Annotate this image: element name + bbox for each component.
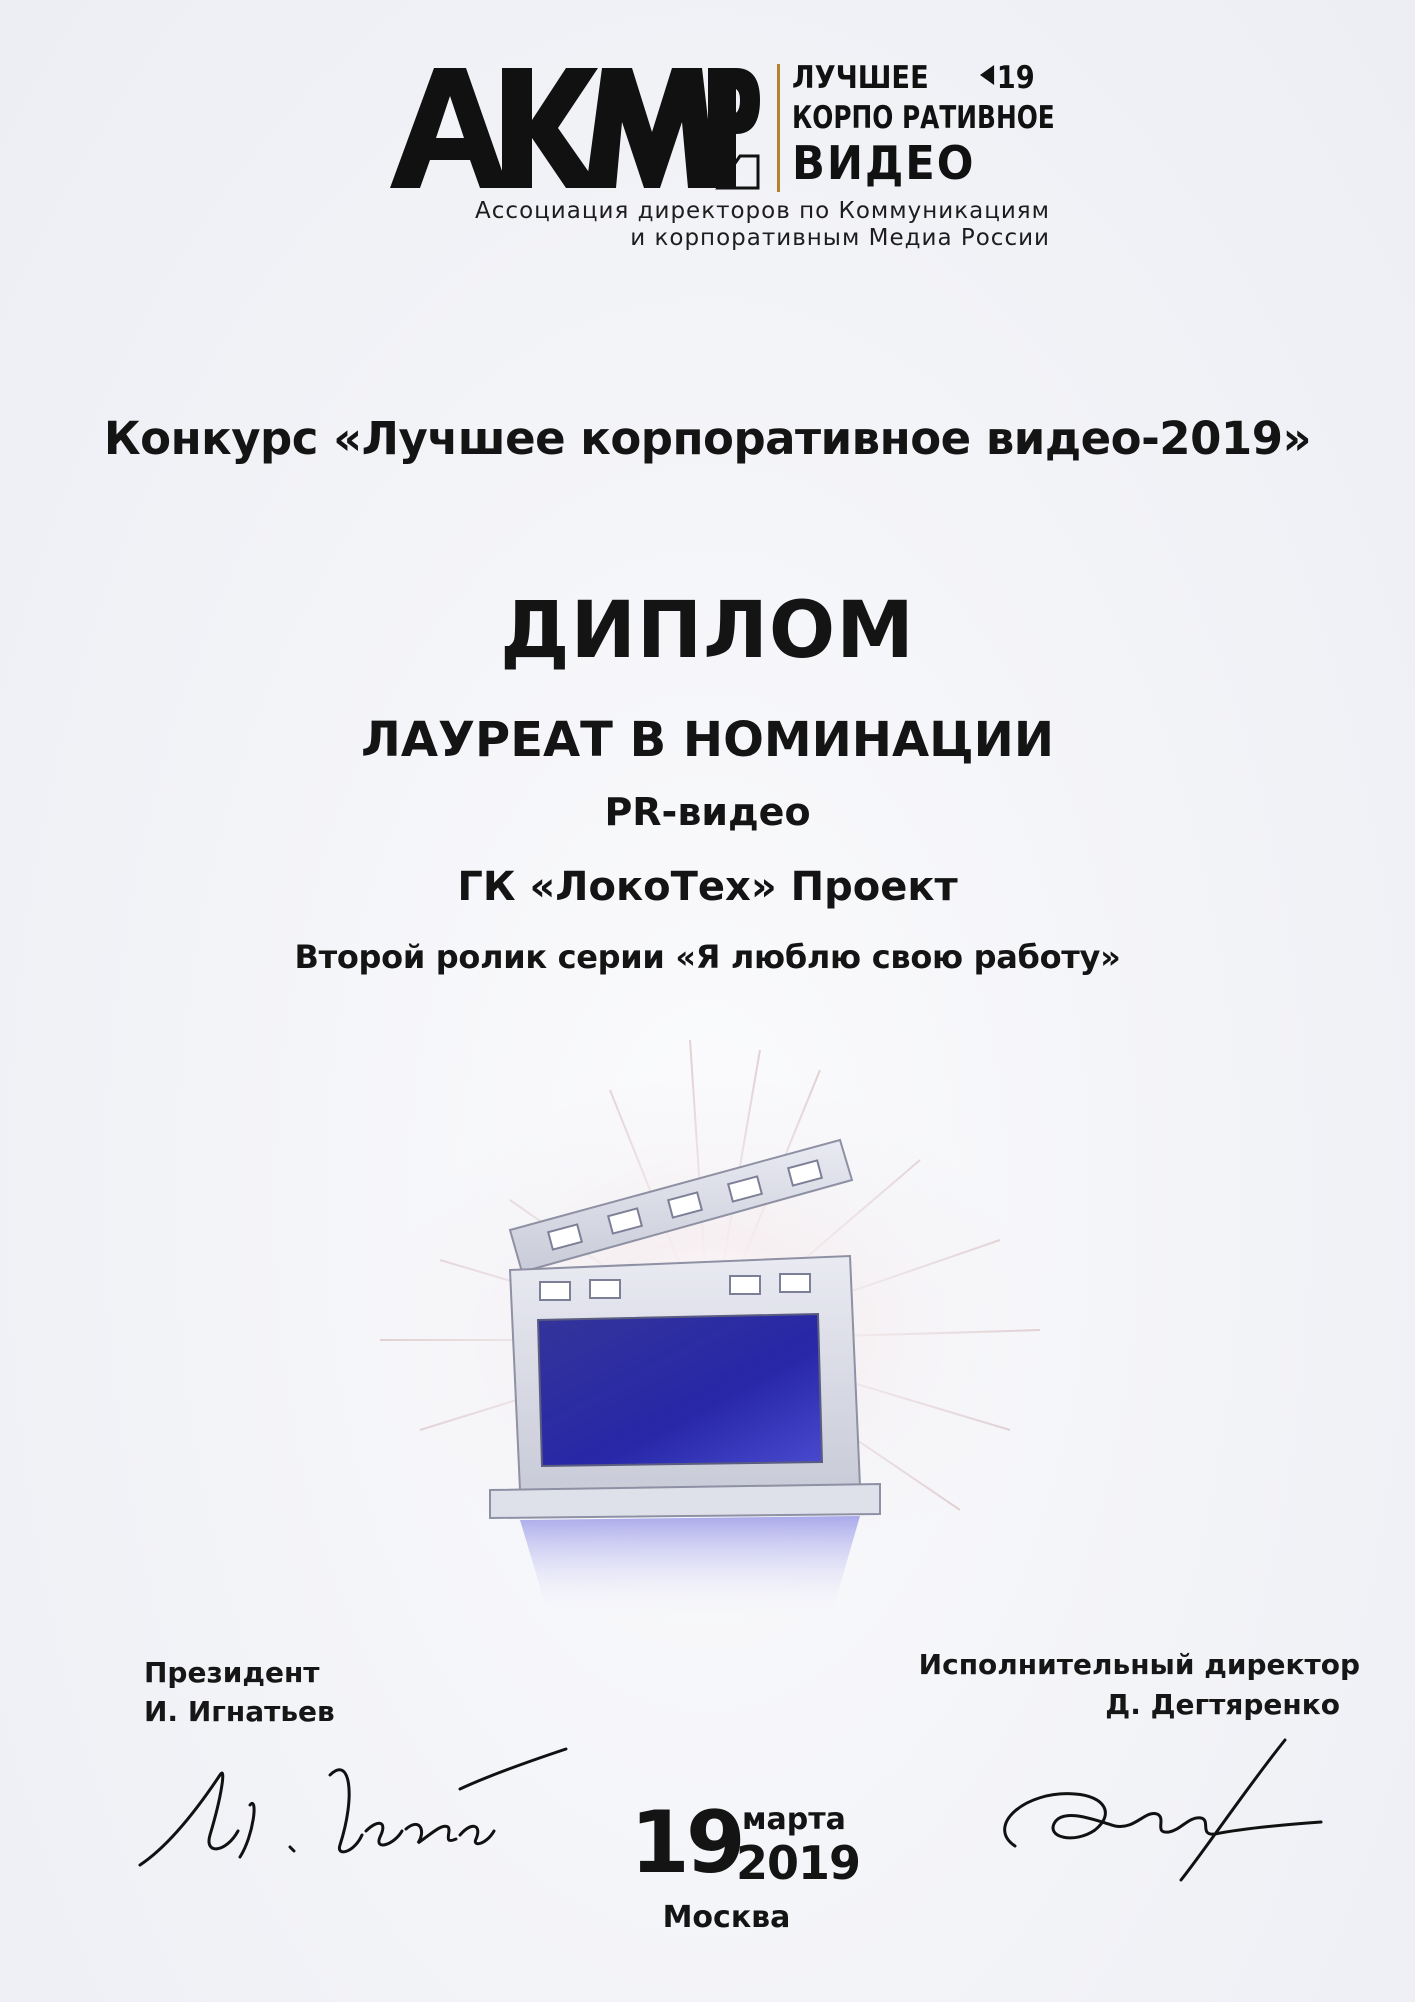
header-logo: [390, 56, 1055, 256]
event-line-2: КОРПО РАТИВНОЕ: [792, 100, 1055, 136]
event-wordmark: [792, 56, 1055, 201]
event-line-1: ЛУЧШЕЕ: [792, 60, 929, 96]
play-triangle-icon: [980, 65, 994, 85]
event-year: [980, 60, 1035, 96]
event-year-number: 19: [996, 60, 1035, 96]
association-name: [475, 198, 1050, 252]
director-signature: [985, 1730, 1325, 1890]
contest-title: Конкурс «Лучшее корпоративное видео-2019»: [103, 412, 1312, 465]
president-signature: [130, 1735, 570, 1895]
work-title: Второй ролик серии «Я люблю свою работу»: [294, 938, 1121, 976]
director-role: Исполнительный директор: [918, 1648, 1360, 1681]
date-day: 19: [630, 1793, 742, 1893]
president-name: И. Игнатьев: [144, 1695, 335, 1728]
laureate-heading: ЛАУРЕАТ В НОМИНАЦИИ: [361, 712, 1054, 768]
diploma-title: ДИПЛОМ: [500, 586, 915, 676]
director-name: Д. Дегтяренко: [1105, 1688, 1340, 1721]
president-role: Президент: [144, 1656, 320, 1689]
akmr-logo-mark: [390, 56, 760, 201]
nomination-name: PR-видео: [604, 790, 811, 834]
company-project: ГК «ЛокоТех» Проект: [457, 864, 958, 910]
date-month: марта: [742, 1802, 846, 1837]
event-line-3: ВИДЕО: [792, 136, 976, 190]
association-line-2: и корпоративным Медиа России: [630, 225, 1050, 251]
clapperboard-icon: [360, 1010, 1060, 1630]
date-city: Москва: [662, 1900, 791, 1935]
association-line-1: Ассоциация директоров по Коммуникациям: [475, 198, 1050, 224]
logo-divider: [777, 64, 780, 192]
date-year: 2019: [736, 1836, 861, 1890]
